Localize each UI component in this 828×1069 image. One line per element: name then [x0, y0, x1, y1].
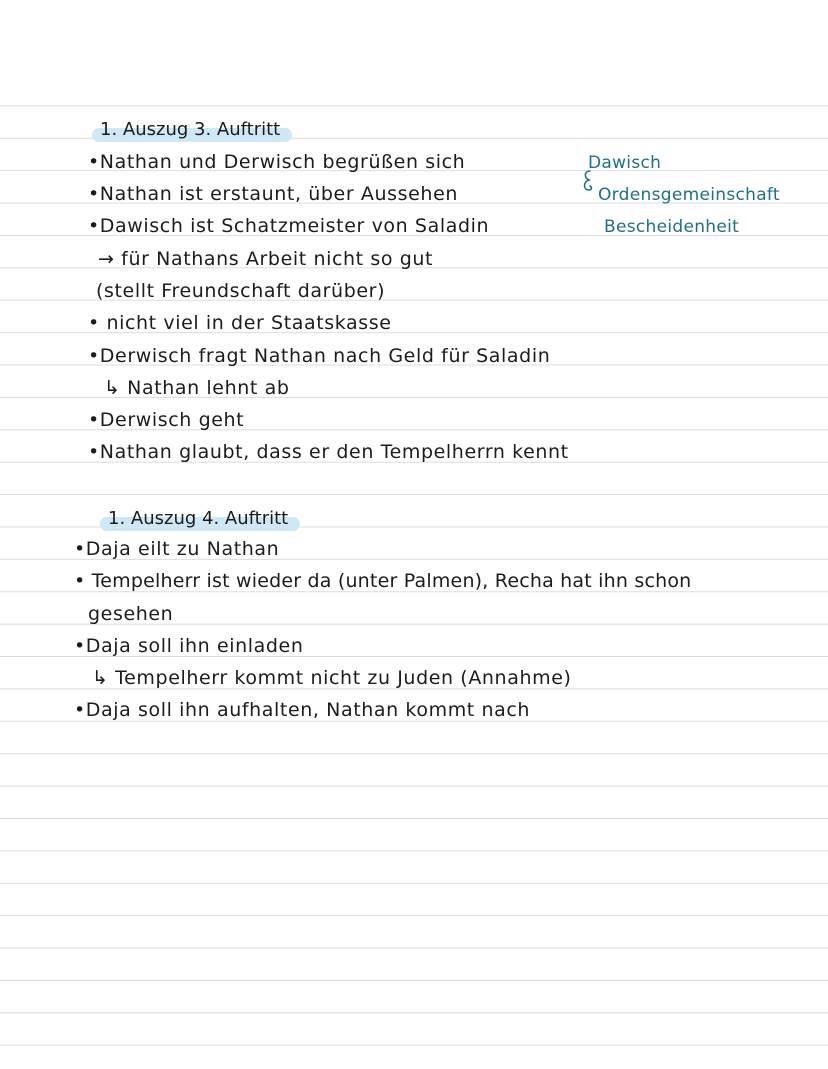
- note-line: ↳ Tempelherr kommt nicht zu Juden (Annahme): [92, 667, 572, 689]
- section-1-heading: [92, 118, 288, 142]
- note-line: gesehen: [88, 603, 174, 625]
- note-line: •Daja soll ihn aufhalten, Nathan kommt nach: [74, 699, 531, 721]
- section-2-heading-text: 1. Auszug 4. Auftritt: [108, 508, 289, 529]
- side-note-line-1: Dawisch: [588, 153, 662, 173]
- section-2-heading: [100, 507, 296, 531]
- side-note-line-2: Ordensgemeinschaft: [598, 185, 780, 205]
- note-line: •Derwisch fragt Nathan nach Geld für Saladin: [88, 345, 551, 367]
- note-line: •Daja eilt zu Nathan: [74, 538, 280, 560]
- section-1-heading-text: 1. Auszug 3. Auftritt: [100, 119, 281, 140]
- section-1-heading-wrap: [92, 118, 288, 142]
- note-line: • Tempelherr ist wieder da (unter Palmen), Recha hat ihn schon: [74, 570, 692, 592]
- side-note-line-3: Bescheidenheit: [604, 217, 740, 237]
- note-line: •Daja soll ihn einladen: [74, 635, 304, 657]
- note-line: •Derwisch geht: [88, 409, 245, 431]
- note-line: ↳ Nathan lehnt ab: [104, 377, 290, 399]
- note-line: → für Nathans Arbeit nicht so gut: [98, 248, 434, 270]
- note-line: •Dawisch ist Schatzmeister von Saladin: [88, 215, 490, 237]
- ampersand-mark-icon: [580, 168, 594, 198]
- note-line: •Nathan ist erstaunt, über Aussehen: [88, 183, 458, 205]
- note-line: • nicht viel in der Staatskasse: [88, 312, 392, 334]
- section-2-heading-wrap: [100, 507, 296, 531]
- note-line: (stellt Freundschaft darüber): [96, 280, 386, 302]
- note-line: •Nathan und Derwisch begrüßen sich: [88, 151, 466, 173]
- note-line: •Nathan glaubt, dass er den Tempelherrn kennt: [88, 441, 569, 463]
